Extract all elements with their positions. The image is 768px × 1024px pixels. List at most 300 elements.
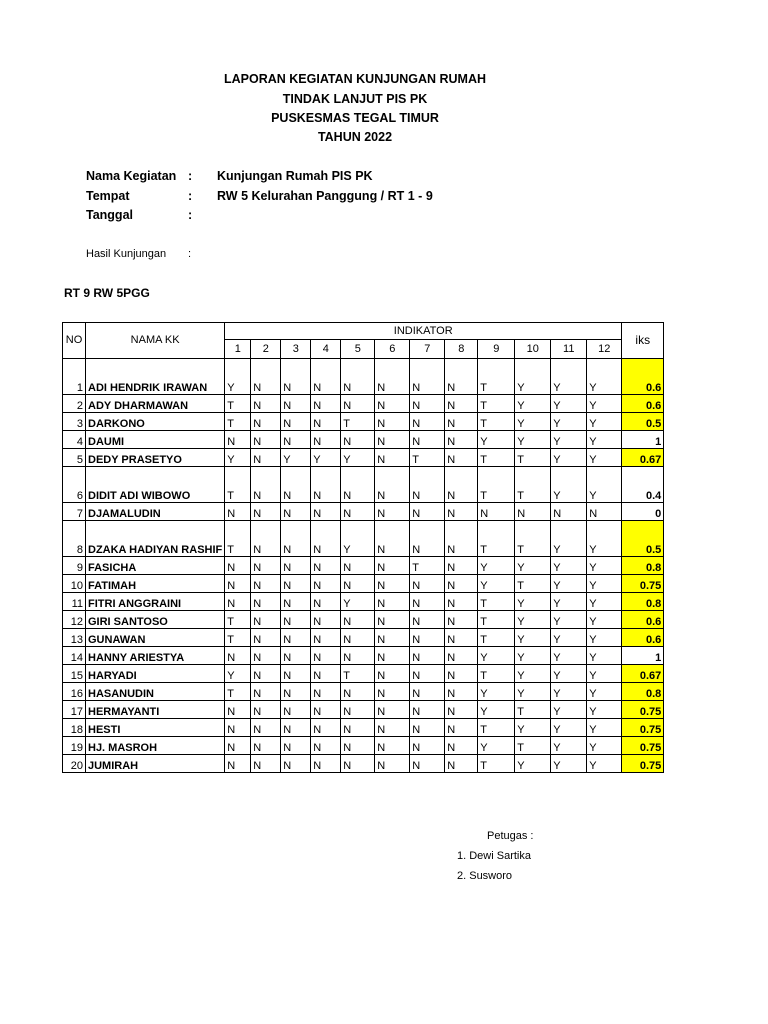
indicator-cell: N [375, 467, 410, 503]
indicator-number-header: 12 [587, 340, 622, 359]
indicator-cell: N [341, 431, 375, 449]
indicator-cell: N [341, 611, 375, 629]
indicator-cell: Y [587, 359, 622, 395]
indicator-cell: N [375, 701, 410, 719]
indicator-cell: N [410, 521, 445, 557]
row-number: 6 [63, 467, 86, 503]
indicator-cell: T [515, 575, 551, 593]
table-row [63, 755, 664, 773]
indicator-cell: Y [587, 467, 622, 503]
indicator-cell: N [311, 719, 341, 737]
indicator-cell: N [251, 701, 281, 719]
row-iks-value: 0.4 [622, 467, 664, 503]
row-nama-kk: DJAMALUDIN [86, 503, 225, 521]
indicator-cell: N [375, 413, 410, 431]
indicator-cell: T [478, 467, 515, 503]
indicator-cell: Y [478, 647, 515, 665]
table-row [63, 665, 664, 683]
indicator-cell: N [251, 557, 281, 575]
indicator-cell: Y [551, 683, 587, 701]
indicator-cell: N [375, 629, 410, 647]
indicator-cell: N [410, 413, 445, 431]
indicator-cell: N [375, 359, 410, 395]
indicator-cell: N [410, 593, 445, 611]
indicator-cell: N [375, 755, 410, 773]
row-nama-kk: HESTI [86, 719, 225, 737]
indicator-cell: T [341, 665, 375, 683]
indicator-cell: Y [587, 413, 622, 431]
indicator-cell: N [251, 683, 281, 701]
row-iks-value: 0 [622, 503, 664, 521]
indicator-cell: N [251, 755, 281, 773]
row-nama-kk: ADI HENDRIK IRAWAN [86, 359, 225, 395]
indicator-cell: T [515, 701, 551, 719]
indicator-cell: N [311, 557, 341, 575]
indicator-cell: N [251, 359, 281, 395]
indicator-cell: N [445, 593, 478, 611]
table-row [63, 467, 664, 503]
indicator-cell: N [251, 413, 281, 431]
indicator-cell: Y [515, 557, 551, 575]
indicator-cell: Y [551, 719, 587, 737]
indicator-cell: Y [551, 629, 587, 647]
nama-kegiatan-value: Kunjungan Rumah PIS PK [217, 169, 373, 183]
indicator-cell: Y [225, 449, 251, 467]
indicator-cell: N [311, 611, 341, 629]
indicator-cell: Y [587, 701, 622, 719]
tanggal-label: Tanggal [86, 208, 133, 222]
indicator-cell: T [225, 611, 251, 629]
indicator-cell: N [341, 557, 375, 575]
row-number: 3 [63, 413, 86, 431]
row-nama-kk: HJ. MASROH [86, 737, 225, 755]
row-number: 4 [63, 431, 86, 449]
row-nama-kk: DAUMI [86, 431, 225, 449]
indicator-cell: N [251, 665, 281, 683]
indicator-cell: N [445, 449, 478, 467]
indicator-cell: N [251, 575, 281, 593]
indicator-cell: Y [551, 557, 587, 575]
indicator-cell: N [281, 647, 311, 665]
nama-kegiatan-label: Nama Kegiatan [86, 169, 177, 183]
row-number: 5 [63, 449, 86, 467]
indicator-cell: N [375, 683, 410, 701]
indicator-cell: Y [515, 431, 551, 449]
row-iks-value: 0.8 [622, 593, 664, 611]
indicator-cell: N [341, 467, 375, 503]
row-number: 9 [63, 557, 86, 575]
indicator-cell: Y [587, 611, 622, 629]
indicator-cell: T [515, 737, 551, 755]
indicator-cell: T [225, 413, 251, 431]
indicator-cell: T [225, 521, 251, 557]
indicator-cell: N [445, 395, 478, 413]
indicator-cell: N [375, 521, 410, 557]
row-number: 17 [63, 701, 86, 719]
indicator-cell: N [225, 575, 251, 593]
indicator-cell: Y [587, 647, 622, 665]
indicator-cell: N [251, 611, 281, 629]
indicator-cell: N [341, 359, 375, 395]
indicator-cell: T [225, 467, 251, 503]
indicator-cell: N [410, 683, 445, 701]
row-iks-value: 0.8 [622, 557, 664, 575]
indicator-cell: N [281, 701, 311, 719]
row-iks-value: 1 [622, 647, 664, 665]
indicator-cell: T [478, 413, 515, 431]
indicator-cell: N [225, 431, 251, 449]
indicator-cell: T [478, 521, 515, 557]
petugas-label: Petugas : [487, 830, 534, 842]
indicator-cell: T [225, 629, 251, 647]
petugas-name-1: 1. Dewi Sartika [457, 850, 531, 862]
indicator-number-header: 2 [251, 340, 281, 359]
hasil-kunjungan-colon: : [188, 248, 192, 260]
row-nama-kk: GIRI SANTOSO [86, 611, 225, 629]
indicator-cell: N [281, 629, 311, 647]
indicator-cell: T [515, 521, 551, 557]
indicator-cell: N [251, 449, 281, 467]
row-nama-kk: HARYADI [86, 665, 225, 683]
indicator-cell: N [515, 503, 551, 521]
indicator-cell: T [478, 665, 515, 683]
indicator-cell: N [410, 647, 445, 665]
indicator-cell: Y [551, 575, 587, 593]
row-iks-value: 0.5 [622, 521, 664, 557]
indicator-cell: N [251, 737, 281, 755]
indicator-cell: Y [551, 737, 587, 755]
indicator-cell: N [281, 467, 311, 503]
indicator-cell: Y [587, 395, 622, 413]
indicator-cell: Y [478, 431, 515, 449]
indicator-cell: N [311, 467, 341, 503]
indicator-cell: N [445, 431, 478, 449]
indicator-cell: N [375, 395, 410, 413]
indicator-cell: N [445, 701, 478, 719]
indicator-cell: N [478, 503, 515, 521]
indicator-cell: N [281, 395, 311, 413]
indicator-cell: Y [225, 665, 251, 683]
indicator-cell: N [225, 755, 251, 773]
indicator-cell: Y [515, 413, 551, 431]
table-row [63, 503, 664, 521]
indicator-cell: N [281, 737, 311, 755]
tempat-label: Tempat [86, 189, 130, 203]
indicator-cell: Y [515, 665, 551, 683]
indicator-cell: N [341, 629, 375, 647]
table-row [63, 719, 664, 737]
row-iks-value: 0.5 [622, 413, 664, 431]
row-iks-value: 0.6 [622, 395, 664, 413]
petugas-name-2: 2. Susworo [457, 870, 513, 882]
indicator-number-header: 4 [311, 340, 341, 359]
indicator-cell: Y [587, 557, 622, 575]
indicator-cell: Y [587, 521, 622, 557]
indicator-number-header: 11 [551, 340, 587, 359]
indicator-cell: N [251, 719, 281, 737]
indicator-cell: N [251, 395, 281, 413]
indicator-cell: N [311, 647, 341, 665]
indicator-cell: N [341, 737, 375, 755]
indicator-cell: T [515, 449, 551, 467]
report-title-line-4: TAHUN 2022 [317, 130, 393, 144]
indicator-cell: Y [587, 683, 622, 701]
row-iks-value: 0.6 [622, 629, 664, 647]
table-header-row [63, 323, 664, 340]
indicator-cell: N [281, 719, 311, 737]
indicator-cell: N [225, 719, 251, 737]
indicator-cell: N [311, 395, 341, 413]
indicator-cell: N [410, 755, 445, 773]
indicator-number-header: 10 [515, 340, 551, 359]
indicator-number-header: 7 [410, 340, 445, 359]
row-nama-kk: FATIMAH [86, 575, 225, 593]
row-number: 1 [63, 359, 86, 395]
row-number: 16 [63, 683, 86, 701]
indicator-cell: Y [551, 359, 587, 395]
indicator-cell: Y [515, 629, 551, 647]
indicator-cell: Y [478, 683, 515, 701]
indicator-number-header: 6 [375, 340, 410, 359]
indicator-cell: T [515, 467, 551, 503]
indicator-cell: N [375, 611, 410, 629]
indicator-number-header: 9 [478, 340, 515, 359]
row-number: 14 [63, 647, 86, 665]
indicator-cell: N [311, 593, 341, 611]
indicator-cell: N [375, 557, 410, 575]
table-row [63, 395, 664, 413]
row-number: 12 [63, 611, 86, 629]
indicator-cell: N [445, 629, 478, 647]
indicator-cell: N [410, 665, 445, 683]
indicator-cell: N [445, 737, 478, 755]
indicator-cell: Y [478, 557, 515, 575]
indicator-cell: Y [225, 359, 251, 395]
tanggal-colon: : [188, 208, 193, 222]
indicator-cell: N [311, 755, 341, 773]
indicator-cell: N [445, 557, 478, 575]
indicator-cell: N [341, 395, 375, 413]
row-iks-value: 0.6 [622, 611, 664, 629]
indicator-cell: Y [587, 737, 622, 755]
row-nama-kk: HANNY ARIESTYA [86, 647, 225, 665]
row-number: 11 [63, 593, 86, 611]
row-number: 20 [63, 755, 86, 773]
indicator-number-header: 8 [445, 340, 478, 359]
table-row [63, 575, 664, 593]
indicator-cell: N [251, 593, 281, 611]
row-iks-value: 0.6 [622, 359, 664, 395]
indicator-cell: N [251, 503, 281, 521]
indicator-cell: N [281, 557, 311, 575]
indicator-cell: N [341, 647, 375, 665]
indicator-cell: N [445, 575, 478, 593]
row-nama-kk: HERMAYANTI [86, 701, 225, 719]
indicator-cell: N [281, 755, 311, 773]
row-iks-value: 0.67 [622, 665, 664, 683]
table-row [63, 413, 664, 431]
row-iks-value: 0.67 [622, 449, 664, 467]
indicator-cell: T [478, 629, 515, 647]
indicator-cell: N [341, 701, 375, 719]
indicator-cell: N [375, 503, 410, 521]
indicator-cell: T [478, 449, 515, 467]
row-nama-kk: FASICHA [86, 557, 225, 575]
indicator-cell: Y [551, 467, 587, 503]
indicator-cell: N [375, 665, 410, 683]
row-nama-kk: DIDIT ADI WIBOWO [86, 467, 225, 503]
indicator-cell: T [478, 359, 515, 395]
col-header-no: NO [63, 323, 86, 359]
indicator-cell: Y [341, 593, 375, 611]
indicator-cell: Y [478, 575, 515, 593]
indicator-cell: Y [551, 611, 587, 629]
indicator-cell: Y [281, 449, 311, 467]
indicator-cell: N [445, 503, 478, 521]
indicator-cell: Y [515, 395, 551, 413]
indicator-cell: N [281, 611, 311, 629]
table-row [63, 359, 664, 395]
indicator-cell: Y [551, 413, 587, 431]
indicator-number-header: 1 [225, 340, 251, 359]
indicator-cell: N [341, 575, 375, 593]
indicator-cell: N [311, 413, 341, 431]
indicator-cell: Y [587, 431, 622, 449]
indicator-cell: Y [587, 665, 622, 683]
indicator-cell: N [341, 683, 375, 701]
row-number: 8 [63, 521, 86, 557]
indicator-cell: N [445, 359, 478, 395]
indicator-cell: N [375, 737, 410, 755]
indicator-cell: N [445, 755, 478, 773]
row-nama-kk: FITRI ANGGRAINI [86, 593, 225, 611]
indicator-cell: N [410, 395, 445, 413]
indicator-cell: N [410, 719, 445, 737]
indicator-cell: Y [551, 395, 587, 413]
indicator-cell: N [445, 683, 478, 701]
table-row [63, 431, 664, 449]
row-nama-kk: ADY DHARMAWAN [86, 395, 225, 413]
indicator-cell: N [410, 737, 445, 755]
indicator-cell: N [251, 521, 281, 557]
indicator-cell: N [281, 665, 311, 683]
indicator-cell: N [410, 359, 445, 395]
indicator-cell: Y [515, 359, 551, 395]
row-number: 15 [63, 665, 86, 683]
indicator-cell: N [225, 737, 251, 755]
table-row [63, 701, 664, 719]
indicator-cell: N [445, 521, 478, 557]
indicator-cell: Y [587, 629, 622, 647]
row-number: 19 [63, 737, 86, 755]
table-row [63, 611, 664, 629]
indicator-cell: N [281, 521, 311, 557]
indicator-cell: T [478, 755, 515, 773]
indicator-cell: N [281, 503, 311, 521]
table-row [63, 629, 664, 647]
indicator-cell: Y [551, 521, 587, 557]
tempat-colon: : [188, 189, 193, 203]
indicator-cell: T [410, 557, 445, 575]
indicator-cell: T [225, 395, 251, 413]
indicator-cell: N [311, 683, 341, 701]
indicator-cell: N [311, 629, 341, 647]
indicator-cell: N [410, 629, 445, 647]
indicator-cell: Y [341, 449, 375, 467]
indicator-cell: N [375, 575, 410, 593]
col-header-iks: iks [622, 323, 664, 359]
indicator-cell: N [311, 521, 341, 557]
indicator-cell: T [478, 395, 515, 413]
indicator-cell: N [311, 701, 341, 719]
indicator-cell: Y [515, 719, 551, 737]
indicator-cell: N [445, 413, 478, 431]
indicator-cell: N [311, 359, 341, 395]
table-row [63, 521, 664, 557]
table-row [63, 557, 664, 575]
indicator-cell: Y [551, 593, 587, 611]
indicator-cell: N [251, 647, 281, 665]
row-number: 7 [63, 503, 86, 521]
row-number: 10 [63, 575, 86, 593]
indicator-cell: T [478, 719, 515, 737]
indicator-cell: T [410, 449, 445, 467]
indicator-cell: N [225, 647, 251, 665]
indicator-cell: Y [551, 431, 587, 449]
report-title-line-1: LAPORAN KEGIATAN KUNJUNGAN RUMAH [223, 72, 487, 86]
table-row [63, 593, 664, 611]
indicator-cell: N [341, 503, 375, 521]
indicator-number-header: 5 [341, 340, 375, 359]
indicator-cell: Y [551, 755, 587, 773]
row-iks-value: 0.75 [622, 737, 664, 755]
indicator-cell: Y [551, 449, 587, 467]
indicator-cell: N [225, 557, 251, 575]
indicator-cell: N [445, 647, 478, 665]
indicator-cell: N [311, 503, 341, 521]
indicator-cell: N [410, 467, 445, 503]
indicator-cell: Y [551, 665, 587, 683]
report-title-line-3: PUSKESMAS TEGAL TIMUR [271, 111, 439, 125]
table-row [63, 683, 664, 701]
indicator-cell: N [281, 431, 311, 449]
row-nama-kk: GUNAWAN [86, 629, 225, 647]
indicator-cell: N [311, 431, 341, 449]
indicator-cell: Y [311, 449, 341, 467]
indicator-cell: Y [587, 719, 622, 737]
indicator-cell: N [281, 575, 311, 593]
table-row [63, 647, 664, 665]
indicator-cell: N [251, 431, 281, 449]
hasil-kunjungan-label: Hasil Kunjungan [86, 248, 167, 260]
row-iks-value: 0.75 [622, 575, 664, 593]
indicator-cell: N [410, 611, 445, 629]
row-iks-value: 0.75 [622, 755, 664, 773]
indicator-cell: Y [551, 701, 587, 719]
col-header-nama-kk: NAMA KK [86, 323, 225, 359]
indicator-cell: Y [587, 575, 622, 593]
indicator-cell: Y [551, 647, 587, 665]
indicator-cell: N [281, 359, 311, 395]
indicator-cell: N [445, 467, 478, 503]
indicator-cell: N [587, 503, 622, 521]
row-iks-value: 1 [622, 431, 664, 449]
indicator-cell: N [445, 719, 478, 737]
tempat-value: RW 5 Kelurahan Panggung / RT 1 - 9 [217, 189, 433, 203]
indicator-cell: N [445, 611, 478, 629]
row-nama-kk: DARKONO [86, 413, 225, 431]
indicator-cell: Y [515, 593, 551, 611]
